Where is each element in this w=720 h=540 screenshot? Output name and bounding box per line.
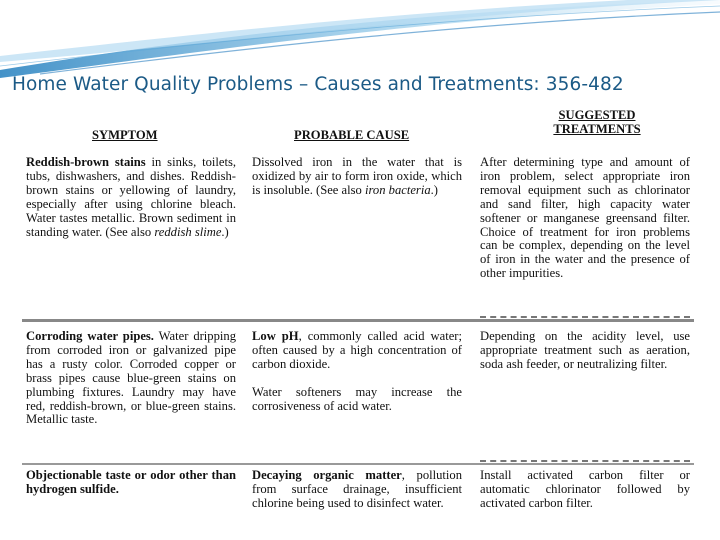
row3-cause <box>252 469 462 511</box>
row2-treatment-divider <box>480 460 690 462</box>
header-symptom: SYMPTOM <box>92 128 158 142</box>
row2-treatment: Depending on the acidity level, use appropriate treatment such as aeration, soda ash feeder, or neutralizing filter. <box>480 329 690 371</box>
header-swoosh-decoration <box>0 0 720 80</box>
header-suggested-treatments <box>527 108 667 136</box>
row1-symptom-bold: Reddish-brown stains <box>26 155 146 169</box>
header-treatments-line1: SUGGESTED <box>558 108 636 122</box>
row2-cause-para1 <box>252 330 462 372</box>
row1-symptom-italic: reddish slime <box>154 224 222 239</box>
header-probable-cause: PROBABLE CAUSE <box>294 128 410 142</box>
header-treatments-line2: TREATMENTS <box>553 122 641 136</box>
row2-symptom <box>26 330 236 427</box>
row3-cause-bold: Decaying organic matter <box>252 468 402 482</box>
row1-treatment: After determining type and amount of iron problem, select appropriate iron removal equipment such as chlorinator and sand filter, high capacity water softener or manganese greensand filter. Choice of treatment for iron problems can be complex, depending on the level of iron in the water and the presence of other impurities. <box>480 155 690 281</box>
row2-cause-text: , commonly called acid water; often caused by a high concentration of carbon dioxide. <box>252 329 462 371</box>
row2-symptom-bold: Corroding water pipes. <box>26 329 154 343</box>
row1-divider <box>22 319 694 322</box>
row1-treatment-divider <box>480 316 690 318</box>
row1-cause-tail: .) <box>430 182 438 197</box>
row2-cause <box>252 330 462 414</box>
row2-cause-bold: Low pH <box>252 329 299 343</box>
row3-symptom-bold: Objectionable taste or odor other than hydrogen sulfide. <box>26 468 236 496</box>
row2-symptom-text: Water dripping from corroded iron or galvanized pipe has a rusty color. Corroded copper or brass pipes cause blue-green stains on plumbing fixtures. Laundry may have red, reddish-brown, or blue-green stains. Metallic taste. <box>26 329 236 427</box>
row1-cause <box>252 156 462 198</box>
row1-cause-italic: iron bacteria <box>364 182 431 197</box>
row1-symptom-tail: .) <box>221 224 229 239</box>
row3-symptom <box>26 469 236 497</box>
slide-title: Home Water Quality Problems – Causes and Treatments: 356-482 <box>12 74 624 95</box>
row3-treatment: Install activated carbon filter or automatic chlorinator followed by activated carbon filter. <box>480 468 690 510</box>
row1-cause-text: Dissolved iron in the water that is oxidized by air to form iron oxide, which is insoluble. (See also <box>252 155 462 197</box>
water-problems-table <box>22 106 694 538</box>
row2-divider <box>22 463 694 465</box>
row1-symptom-text: in sinks, toilets, tubs, dishwashers, and dishes. Reddish-brown stains or yellowing of laundry, especially after using chlorine bleach. Water tastes metallic. Brown sediment in standing water. (See also <box>26 155 237 239</box>
row2-cause-para2: Water softeners may increase the corrosiveness of acid water. <box>252 384 462 413</box>
row1-symptom <box>26 156 236 239</box>
row3-cause-text: , pollution from surface drainage, insufficient chlorine being used to disinfect water. <box>252 468 462 510</box>
